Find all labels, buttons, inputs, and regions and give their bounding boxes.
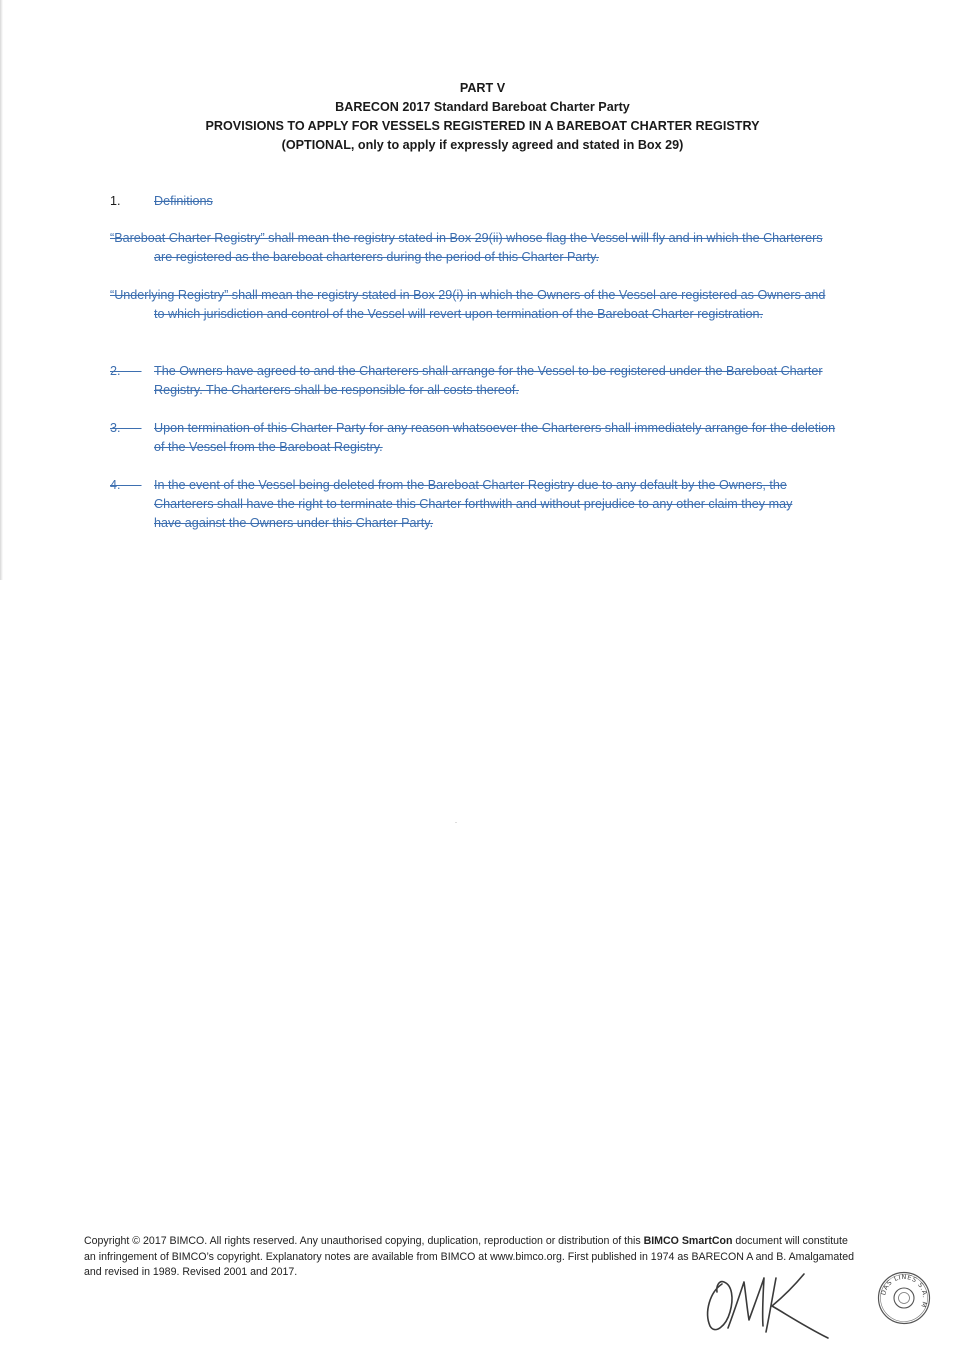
clause-text: Upon termination of this Charter Party for any reason whatsoever the Charterers shall immediately arrange for the deletion of the Vessel from the Bareboat Registry. bbox=[154, 421, 836, 454]
part-label: PART V bbox=[459, 81, 506, 95]
clause-2 bbox=[110, 362, 840, 402]
company-stamp bbox=[877, 1271, 931, 1325]
clause-number: 2. bbox=[110, 364, 121, 378]
document-subtitle: PROVISIONS TO APPLY FOR VESSELS REGISTERED IN A BAREBOAT CHARTER REGISTRY bbox=[205, 119, 760, 133]
clause-3 bbox=[110, 419, 840, 459]
clause-4 bbox=[110, 476, 840, 536]
copyright-footer: Copyright © 2017 BIMCO. All rights reserved. Any unauthorised copying, duplication, reproduction or distribution of this BIMCO SmartCon document will constitute an infringement of BIMCO’s copyright. Explanatory notes are available from BIMCO at www.bimco.org. First published in 1974 as BARECON A and B. Amalgamated and revised in 1989. Revised 2001 and 2017. bbox=[84, 1235, 854, 1278]
definition-bareboat-charter-registry: “Bareboat Charter Registry” shall mean the registry stated in Box 29(ii) whose flag the Vessel will fly and in which the Charterers are registered as the bareboat charterers during the period of this Charter Party. bbox=[110, 231, 823, 264]
document-title: BARECON 2017 Standard Bareboat Charter Party bbox=[335, 100, 630, 114]
clause-number: 1. bbox=[110, 194, 121, 208]
clause-heading-definitions: Definitions bbox=[154, 194, 213, 208]
optional-note: (OPTIONAL, only to apply if expressly agreed and stated in Box 29) bbox=[281, 138, 684, 152]
scan-speck bbox=[455, 822, 457, 823]
handwritten-signature bbox=[700, 1268, 835, 1340]
document-header bbox=[0, 79, 965, 155]
svg-text:DAS LINES S.A. M: DAS LINES S.A. M bbox=[879, 1272, 930, 1309]
clause-number: 4. bbox=[110, 478, 121, 492]
clause-text: The Owners have agreed to and the Charterers shall arrange for the Vessel to be registered under the Bareboat Charter Registry. The Charterers shall be responsible for all costs thereof. bbox=[154, 364, 823, 397]
clause-number: 3. bbox=[110, 421, 121, 435]
clause-text: In the event of the Vessel being deleted from the Bareboat Charter Registry due to any default by the Owners, the Charterers shall have the right to terminate this Charter forthwith and without prejudice to any other claim they may have against the Owners under this Charter Party. bbox=[154, 478, 793, 530]
clause-1 bbox=[110, 192, 835, 211]
definition-underlying-registry: “Underlying Registry” shall mean the registry stated in Box 29(i) in which the Owners of the Vessel are registered as Owners and to which jurisdiction and control of the Vessel will revert upon termination of the Bareboat Charter registration. bbox=[110, 288, 826, 321]
brand-name: BIMCO SmartCon bbox=[643, 1235, 733, 1247]
